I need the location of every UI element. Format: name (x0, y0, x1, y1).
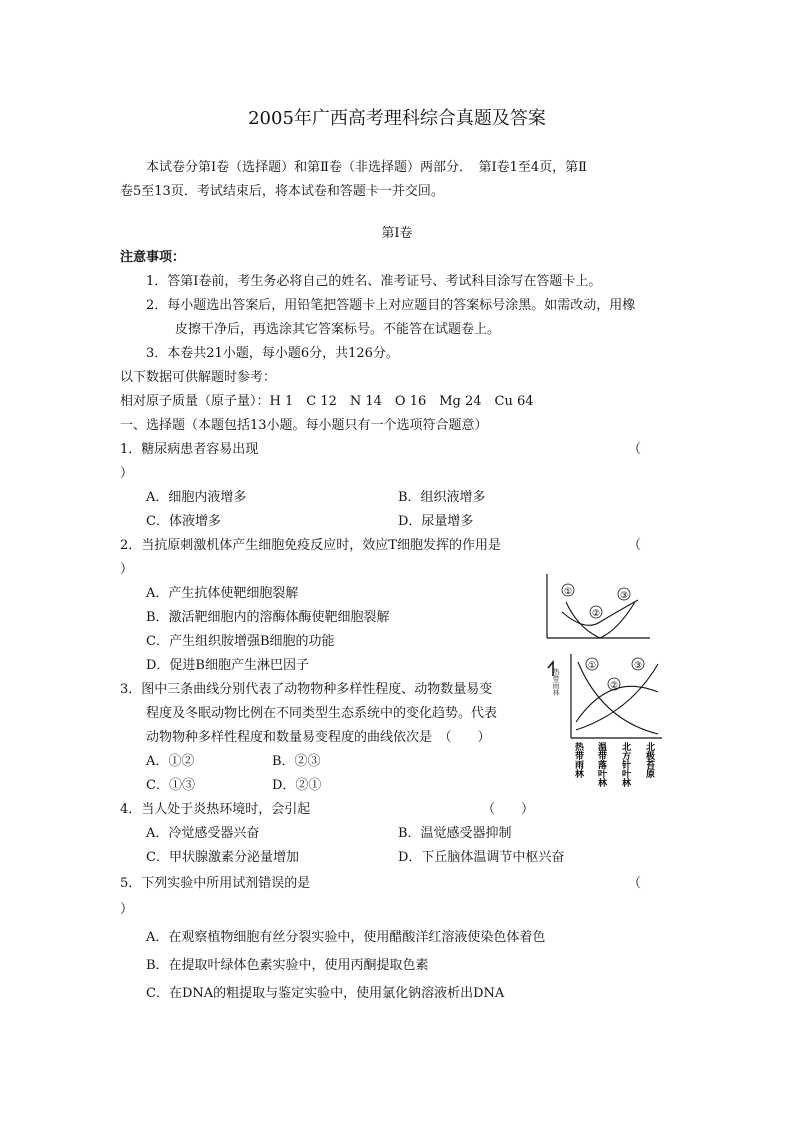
note-item-2a: 2．每小题选出答案后，用铅笔把答题卡上对应题目的答案标号涂黑。如需改动，用橡 (146, 298, 636, 313)
reference-line-1: 以下数据可供解题时参考： (120, 370, 277, 385)
q3-figure-svg (540, 572, 666, 800)
q1-paren-open: （ (628, 442, 642, 457)
q3-option-a: A．①② (146, 754, 195, 769)
top-curve-label-1: ① (563, 587, 573, 597)
bottom-curve-label-3: ③ (633, 661, 643, 671)
q2-stem: 2．当抗原刺激机体产生细胞免疫反应时，效应T细胞发挥的作用是 (120, 538, 501, 553)
notes-heading: 注意事项： (120, 250, 186, 265)
q2-paren-open: （ (628, 538, 642, 553)
q1-paren-close: ） (120, 466, 134, 481)
q5-paren-open: （ (628, 876, 642, 891)
q3-line-1: 3．图中三条曲线分别代表了动物物种多样性程度、动物数量易变 (120, 682, 493, 697)
q4-paren: （ ） (482, 802, 535, 817)
bottom-curve-2 (576, 686, 658, 722)
q4-option-d: D．下丘脑体温调节中枢兴奋 (398, 850, 565, 865)
x-label-boreal-coniferous: 北方针叶林 (620, 742, 630, 787)
q2-option-d: D．促进B细胞产生淋巴因子 (146, 658, 309, 673)
q4-option-b: B．温觉感受器抑制 (398, 826, 512, 841)
q3-option-d: D．②① (272, 778, 322, 793)
q1-option-c: C．体液增多 (146, 514, 221, 529)
q5-option-b: B．在提取叶绿体色素实验中，使用丙酮提取色素 (146, 958, 429, 973)
volume-heading: 第Ⅰ卷 (381, 226, 413, 241)
q2-paren-close: ） (120, 562, 134, 577)
x-label-tropical-rainforest: 热带雨林 (573, 742, 583, 778)
q5-stem: 5．下列实验中所用试剂错误的是 (120, 876, 311, 891)
q4-option-c: C．甲状腺激素分泌量增加 (146, 850, 299, 865)
q3-line-3: 动物物种多样性程度和数量易变程度的曲线依次是 （ ） (146, 730, 491, 745)
x-label-temperate-deciduous: 温带落叶林 (596, 742, 606, 787)
x-label-arctic-tundra: 北极苔原 (644, 742, 654, 778)
bottom-curve-label-2: ② (609, 681, 619, 691)
top-curve-label-2: ② (591, 609, 601, 619)
q1-option-d: D．尿量增多 (398, 514, 474, 529)
q3-option-b: B．②③ (272, 754, 321, 769)
bottom-curve-3 (576, 664, 658, 730)
q5-paren-close: ） (120, 902, 134, 917)
q4-stem: 4．当人处于炎热环境时，会引起 (120, 802, 311, 817)
q2-option-a: A．产生抗体使靶细胞裂解 (146, 586, 299, 601)
q1-stem: 1．糖尿病患者容易出现 (120, 442, 259, 457)
note-item-1: 1．答第Ⅰ卷前，考生务必将自己的姓名、准考证号、考试科目涂写在答题卡上。 (146, 274, 602, 289)
page-title: 2005年广西高考理科综合真题及答案 (248, 108, 546, 129)
reference-line-2: 相对原子质量（原子量）：H 1 C 12 N 14 O 16 Mg 24 Cu 64 (120, 394, 534, 409)
q5-option-c: C．在DNA的粗提取与鉴定实验中，使用氯化钠溶液析出DNA (146, 986, 505, 1001)
note-item-2b: 皮擦干净后，再选涂其它答案标号。不能答在试题卷上。 (175, 322, 501, 337)
q2-option-c: C．产生组织胺增强B细胞的功能 (146, 634, 335, 649)
q4-option-a: A．冷觉感受器兴奋 (146, 826, 260, 841)
bottom-curve-label-1: ① (587, 661, 597, 671)
y-axis-label: 热带雨林 (552, 668, 560, 696)
intro-line-2: 卷5至13页．考试结束后，将本试卷和答题卡一并交回。 (120, 184, 444, 199)
q3-option-c: C．①③ (146, 778, 195, 793)
top-curve-label-3: ③ (619, 591, 629, 601)
q3-figure (540, 572, 666, 800)
bottom-curve-1 (578, 662, 658, 734)
q5-option-a: A．在观察植物细胞有丝分裂实验中，使用醋酸洋红溶液使染色体着色 (146, 930, 546, 945)
note-item-3: 3．本卷共21小题，每小题6分，共126分。 (146, 346, 399, 361)
section-heading: 一、选择题（本题包括13小题。每小题只有一个选项符合题意） (120, 418, 488, 433)
q1-option-a: A．细胞内液增多 (146, 490, 247, 505)
q1-option-b: B．组织液增多 (398, 490, 486, 505)
q3-line-2: 程度及冬眠动物比例在不同类型生态系统中的变化趋势。代表 (146, 706, 498, 721)
q2-option-b: B．激活靶细胞内的溶酶体酶使靶细胞裂解 (146, 610, 390, 625)
intro-line-1: 本试卷分第Ⅰ卷（选择题）和第Ⅱ卷（非选择题）两部分． 第Ⅰ卷1至4页，第Ⅱ (146, 160, 587, 175)
